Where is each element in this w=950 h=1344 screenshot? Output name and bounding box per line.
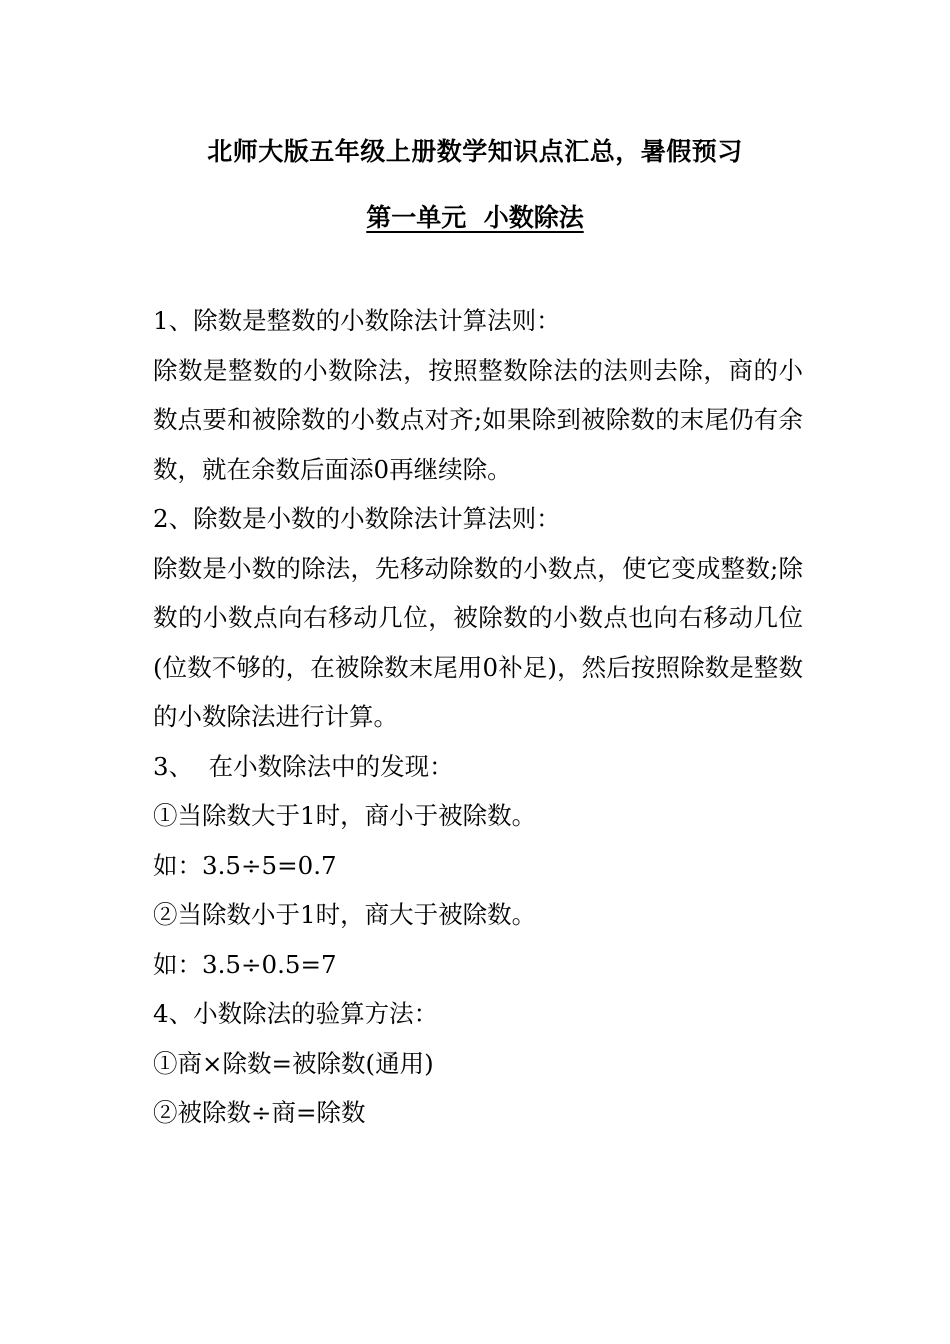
section-3-item: 如：3.5÷5=0.7 (153, 850, 337, 880)
section-1-body: 除数是整数的小数除法，按照整数除法的法则去除，商的小数点要和被除数的小数点对齐;如果除到被除数的末尾仍有余数，就在余数后面添0再继续除。 (153, 355, 803, 484)
section-2-heading: 2、除数是小数的小数除法计算法则： (153, 504, 561, 533)
section-3-item: 如：3.5÷0.5=7 (153, 949, 337, 979)
document-body (153, 296, 803, 1138)
unit-title-text: 第一单元 小数除法 (366, 203, 584, 232)
section-3-item: ②当除数小于1时，商大于被除数。 (153, 900, 537, 929)
section-3-item: ①当除数大于1时，商小于被除数。 (153, 801, 537, 830)
document-title: 北师大版五年级上册数学知识点汇总，暑假预习 (207, 137, 743, 166)
section-2-body: 除数是小数的除法，先移动除数的小数点，使它变成整数;除数的小数点向右移动几位，被除数的小数点也向右移动几位(位数不够的，在被除数末尾用0补足)，然后按照除数是整数的小数除法进行计算。 (153, 553, 803, 731)
section-1-heading: 1、除数是整数的小数除法计算法则： (153, 306, 561, 335)
section-3-heading: 3、 在小数除法中的发现： (153, 751, 454, 781)
section-4-heading: 4、小数除法的验算方法： (153, 999, 439, 1028)
unit-title (0, 198, 950, 238)
section-4-item: ②被除数÷商=除数 (153, 1098, 366, 1127)
section-4-item: ①商×除数=被除数(通用) (153, 1048, 434, 1078)
